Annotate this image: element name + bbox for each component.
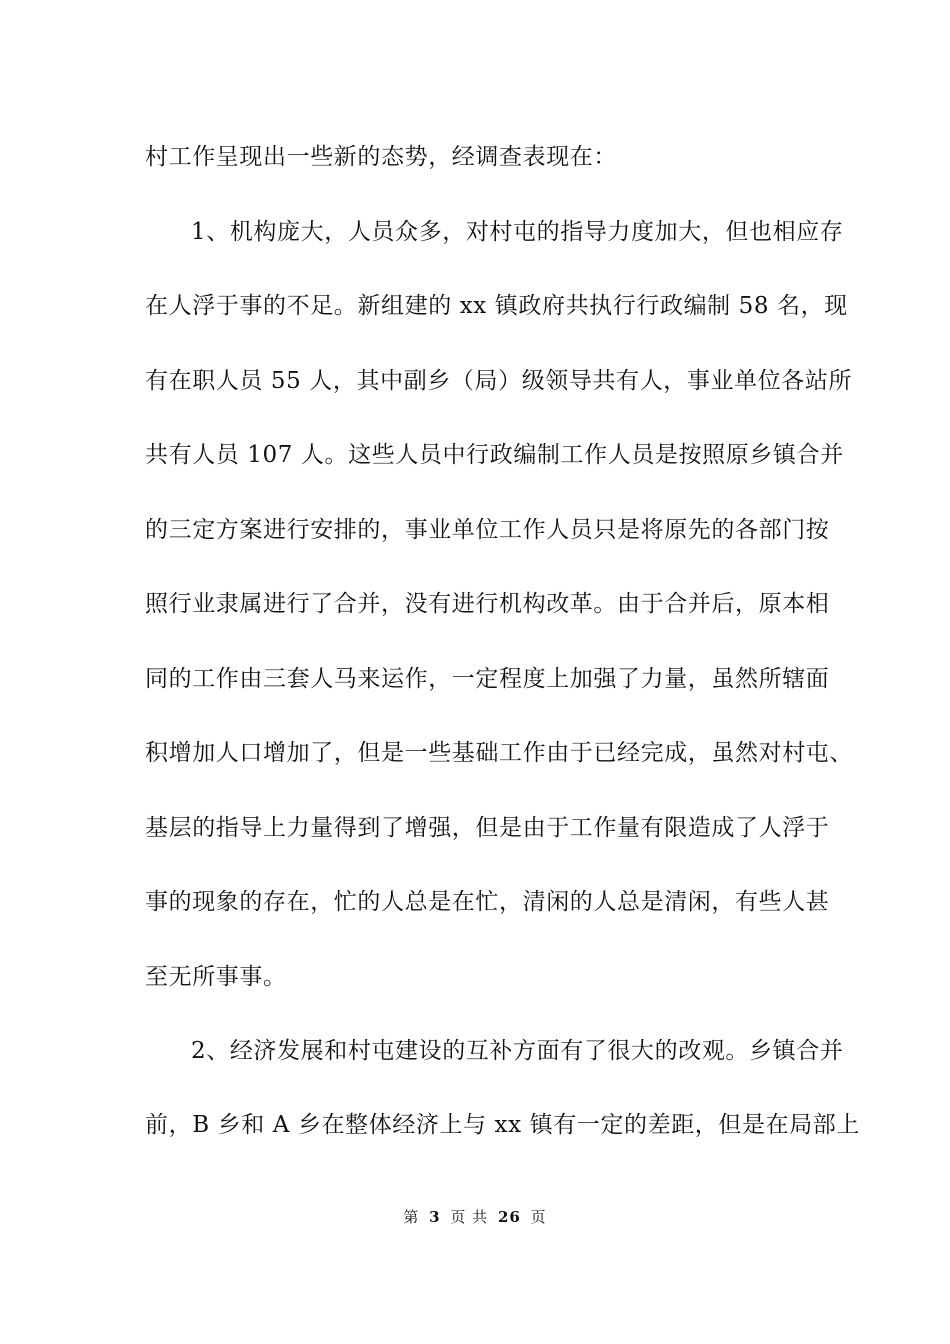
text-line-8: 同的工作由三套人马来运作，一定程度上加强了力量，虽然所辖面: [145, 666, 830, 692]
text-line-5: 共有人员 107 人。这些人员中行政编制工作人员是按照原乡镇合并: [145, 442, 844, 468]
footer-prefix: 第: [403, 1208, 420, 1226]
text-line-10: 基层的指导上力量得到了增强，但是由于工作量有限造成了人浮于: [145, 815, 830, 841]
text-line-9: 积增加人口增加了，但是一些基础工作由于已经完成，虽然对村屯、: [145, 740, 853, 766]
page-footer: [0, 1207, 950, 1227]
paragraph-2-start: 2、经济发展和村屯建设的互补方面有了很大的改观。乡镇合并: [191, 1038, 844, 1064]
text-line-14: 前，B 乡和 A 乡在整体经济上与 xx 镇有一定的差距，但是在局部上: [145, 1112, 861, 1138]
footer-suffix: 页: [530, 1208, 547, 1226]
text-line-1: 村工作呈现出一些新的态势，经调查表现在：: [145, 144, 617, 170]
total-pages-number: 26: [497, 1208, 521, 1226]
text-line-12: 至无所事事。: [145, 964, 287, 990]
current-page-number: 3: [429, 1208, 441, 1226]
text-line-3: 在人浮于事的不足。新组建的 xx 镇政府共执行行政编制 58 名，现: [145, 293, 848, 319]
paragraph-1-start: 1、机构庞大，人员众多，对村屯的指导力度加大，但也相应存: [191, 219, 844, 245]
text-line-4: 有在职人员 55 人，其中副乡（局）级领导共有人，事业单位各站所: [145, 368, 853, 394]
text-line-6: 的三定方案进行安排的，事业单位工作人员只是将原先的各部门按: [145, 517, 830, 543]
text-line-11: 事的现象的存在，忙的人总是在忙，清闲的人总是清闲，有些人甚: [145, 889, 830, 915]
footer-middle: 页 共: [450, 1208, 489, 1226]
text-line-7: 照行业隶属进行了合并，没有进行机构改革。由于合并后，原本相: [145, 591, 830, 617]
